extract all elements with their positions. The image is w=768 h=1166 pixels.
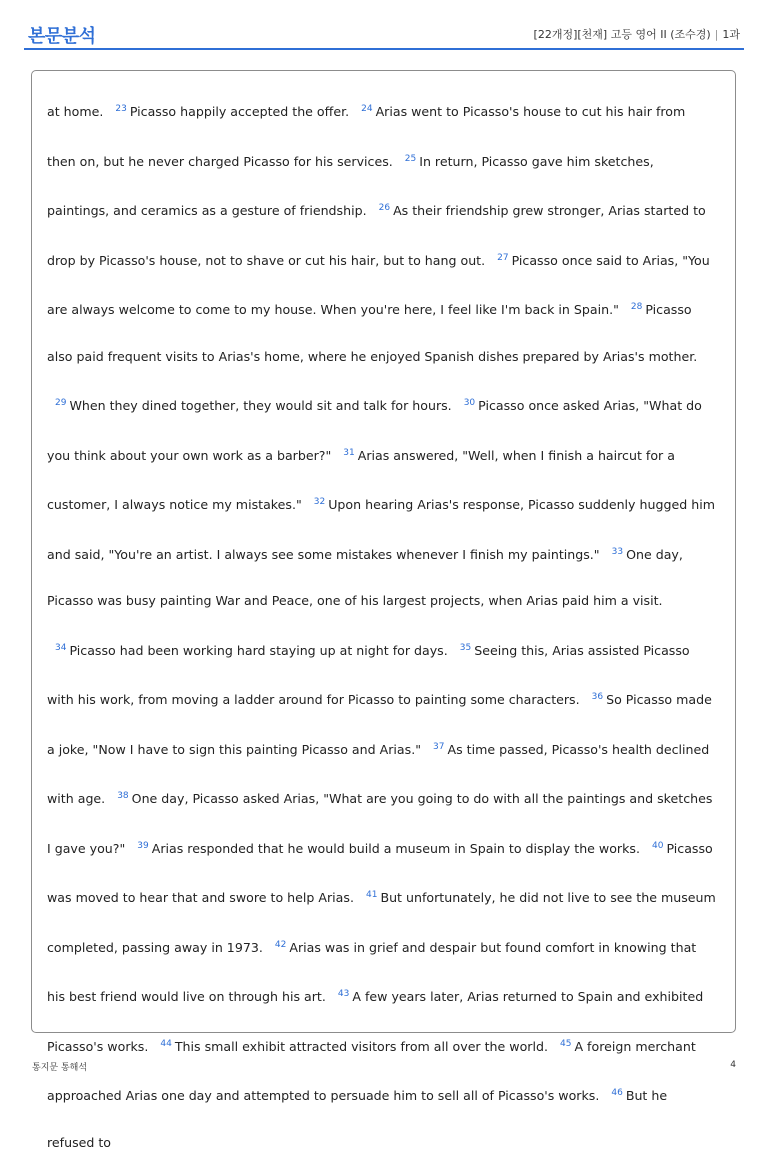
sentence-text: In return, Picasso gave him sketches, paintings, and ceramics as a gesture of friendship.	[47, 153, 654, 218]
page-header	[24, 18, 744, 50]
sentence-text: Picasso was moved to hear that and swore to help Arias.	[47, 840, 713, 905]
sentence-text: One day, Picasso asked Arias, "What are you going to do with all the paintings and sketches I gave you?"	[47, 791, 713, 856]
page-number: 4	[730, 1060, 736, 1070]
sentence-number: 44	[160, 1038, 172, 1049]
sentence-text: Arias answered, "Well, when I finish a haircut for a customer, I always notice my mistakes."	[47, 447, 675, 512]
sentence-number: 32	[313, 497, 326, 507]
sentence-text: Picasso had been working hard staying up at night for days.	[69, 642, 448, 658]
sentence-number: 26	[378, 203, 391, 213]
sentence-number: 46	[611, 1088, 623, 1098]
sentence-text: But unfortunately, he did not live to see the museum completed, passing away in 1973.	[47, 890, 716, 955]
sentence-number: 31	[343, 447, 355, 458]
passage-text	[47, 86, 717, 1166]
sentence-number: 45	[559, 1038, 572, 1049]
section-title: 본문분석	[28, 26, 96, 47]
sentence-number: 34	[55, 642, 67, 653]
sentence-number: 38	[117, 791, 129, 801]
sentence-number: 25	[404, 153, 417, 164]
header-separator: |	[714, 28, 719, 41]
sentence-text: As their friendship grew stronger, Arias started to drop by Picasso's house, not to shave or cut his hair, but to hang out.	[47, 203, 706, 268]
sentence-text: Arias was in grief and despair but found comfort in knowing that his best friend would live on through his art.	[47, 939, 697, 1004]
course-name: [22개정][천재] 고등 영어 II (조수경)	[533, 28, 711, 41]
sentence-number: 27	[497, 252, 509, 263]
sentence-number: 42	[274, 939, 287, 950]
sentence-text: As time passed, Picasso's health declined with age.	[47, 741, 710, 806]
sentence-text: Picasso once said to Arias, "You are always welcome to come to my house. When you're here, I feel like I'm back in Spain."	[47, 252, 710, 317]
sentence-number: 36	[591, 692, 604, 702]
footer-label: 통지문 통해석	[32, 1063, 88, 1073]
sentence-text: But he refused to	[47, 1088, 668, 1150]
course-info	[534, 26, 740, 42]
sentence-text: Arias responded that he would build a museum in Spain to display the works.	[151, 840, 640, 856]
sentence-text: A few years later, Arias returned to Spain and exhibited Picasso's works.	[47, 989, 704, 1054]
sentence-text: This small exhibit attracted visitors from all over the world.	[174, 1038, 548, 1054]
sentence-number: 39	[137, 840, 149, 851]
sentence-number: 28	[630, 302, 643, 312]
passage-paragraph	[47, 86, 717, 1166]
sentence-text: Picasso happily accepted the offer.	[129, 104, 350, 119]
sentence-number: 43	[337, 989, 350, 999]
sentence-number: 30	[463, 398, 476, 408]
sentence-text: Arias went to Picasso's house to cut his hair from then on, but he never charged Picasso for his services.	[47, 104, 686, 169]
sentence-number: 29	[55, 398, 67, 408]
sentence-text: When they dined together, they would sit and talk for hours.	[69, 398, 452, 413]
sentence-text: So Picasso made a joke, "Now I have to sign this painting Picasso and Arias."	[47, 692, 712, 757]
sentence-text: One day, Picasso was busy painting War and Peace, one of his largest projects, when Arias paid him a visit.	[47, 546, 683, 608]
sentence-text: Picasso once asked Arias, "What do you think about your own work as a barber?"	[47, 398, 702, 463]
sentence-number: 33	[611, 546, 624, 557]
sentence-number: 23	[115, 104, 127, 114]
sentence-number: 40	[652, 840, 664, 851]
sentence-text: Picasso also paid frequent visits to Arias's home, where he enjoyed Spanish dishes prepared by Arias's mother.	[47, 302, 698, 364]
sentence-number: 41	[365, 890, 378, 900]
sentence-number: 24	[361, 104, 373, 114]
lesson-label: 1과	[722, 28, 740, 41]
sentence-text: Seeing this, Arias assisted Picasso with his work, from moving a ladder around for Picasso to painting some characters.	[47, 642, 690, 707]
sentence-text: at home.	[47, 104, 104, 119]
sentence-text: Upon hearing Arias's response, Picasso suddenly hugged him and said, "You're an artist. I always see some mistakes whenever I finish my paintings."	[47, 497, 715, 562]
sentence-number: 35	[459, 642, 472, 653]
sentence-number: 37	[433, 741, 445, 752]
sentence-text: A foreign merchant approached Arias one day and attempted to persuade him to sell all of Picasso's works.	[47, 1038, 696, 1103]
